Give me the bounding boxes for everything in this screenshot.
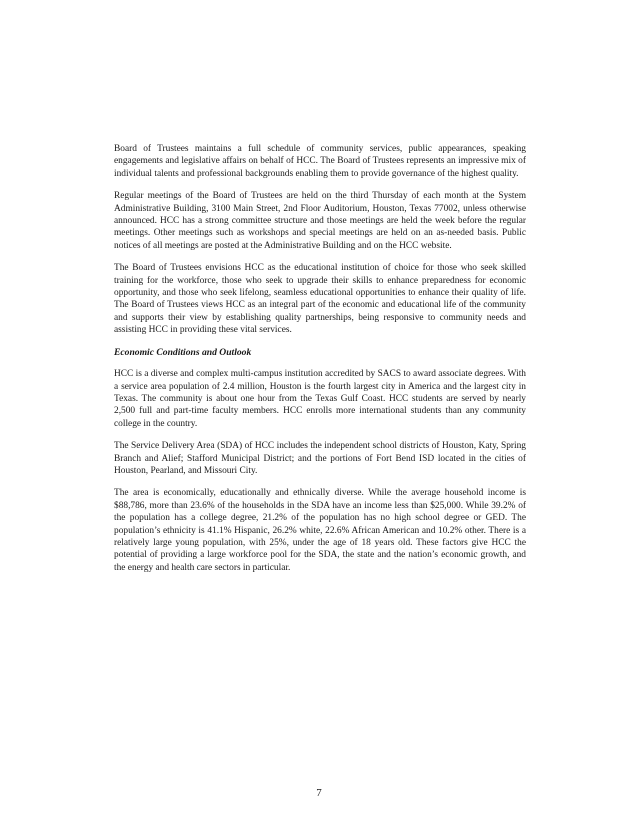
paragraph-board-vision: The Board of Trustees envisions HCC as the educational institution of choice for those who seek skilled training for the workforce, those who seek to upgrade their skills to enhance preparedness for economic opportunity, and those who seek lifelong, seamless educational opportunities to enhance their quality of life. The Board of Trustees views HCC as an integral part of the economic and educational life of the community and supports their view by establishing quality partnerships, being responsive to community needs and assisting HCC in providing these vital services. — [114, 263, 526, 336]
paragraph-institution-overview: HCC is a diverse and complex multi-campus institution accredited by SACS to award associate degrees. With a service area population of 2.4 million, Houston is the fourth largest city in America and the largest city in Texas. The community is about one hour from the Texas Gulf Coast. HCC students are served by nearly 2,500 full and part-time faculty members. HCC enrolls more international students than any community college in the country. — [114, 369, 526, 429]
paragraph-demographics: The area is economically, educationally and ethnically diverse. While the average household income is $88,786, more than 23.6% of the households in the SDA have an income less than $25,000. While 39.2% of the population has a college degree, 21.2% of the population has no high school degree or GED. The population’s ethnicity is 41.1% Hispanic, 26.2% white, 22.6% African American and 10.2% other. There is a relatively large young population, with 25%, under the age of 18 years old. These factors give HCC the potential of providing a large workforce pool for the SDA, the state and the nation’s economic growth, and the energy and health care sectors in particular. — [114, 488, 526, 573]
paragraph-service-delivery-area: The Service Delivery Area (SDA) of HCC includes the independent school districts of Houston, Katy, Spring Branch and Alief; Stafford Municipal District; and the portions of Fort Bend ISD located in the cities of Houston, Pearland, and Missouri City. — [114, 441, 526, 476]
page-body — [114, 143, 526, 584]
paragraph-regular-meetings: Regular meetings of the Board of Trustees are held on the third Thursday of each month at the System Administrative Building, 3100 Main Street, 2nd Floor Auditorium, Houston, Texas 77002, unless otherwise announced. HCC has a strong committee structure and those meetings are held the week before the regular meetings. Other meetings such as workshops and special meetings are held on an as-needed basis. Public notices of all meetings are posted at the Administrative Building and on the HCC website. — [114, 191, 526, 251]
paragraph-board-schedule: Board of Trustees maintains a full schedule of community services, public appearances, speaking engagements and legislative affairs on behalf of HCC. The Board of Trustees represents an impressive mix of individual talents and professional backgrounds enabling them to provide governance of the highest quality. — [114, 144, 526, 179]
section-heading: Economic Conditions and Outlook — [114, 346, 252, 358]
page-number: 7 — [316, 787, 322, 799]
